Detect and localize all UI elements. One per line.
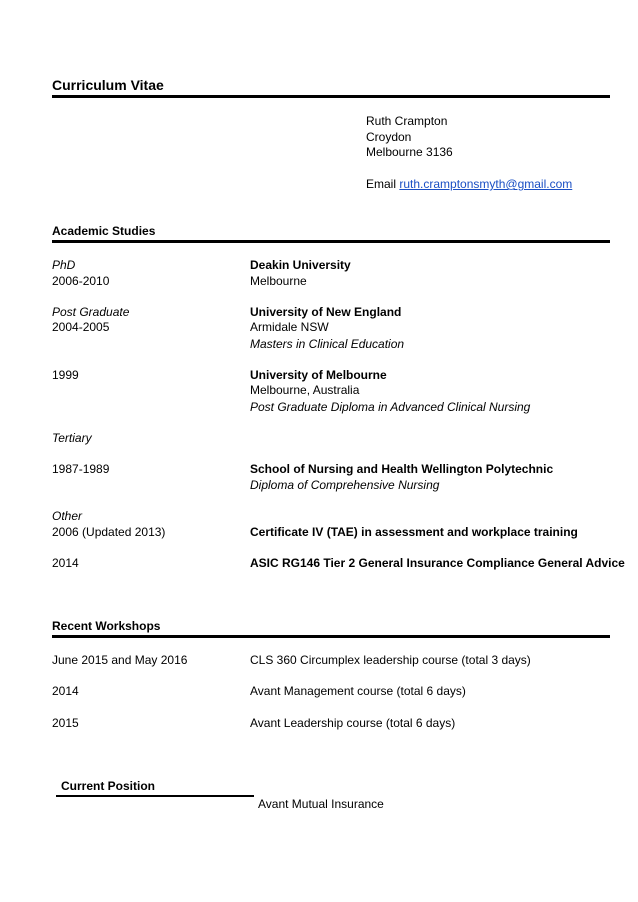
workshops-rule (52, 635, 610, 638)
academic-location: Melbourne (250, 274, 307, 288)
contact-name: Ruth Crampton (366, 114, 448, 128)
email-label: Email (366, 177, 397, 191)
academic-location: Armidale NSW (250, 320, 329, 334)
academic-entry-date: 2014 (52, 556, 79, 570)
academic-qualification: Masters in Clinical Education (250, 337, 405, 351)
academic-rule (52, 240, 610, 243)
academic-entry-left: Post Graduate (52, 305, 130, 319)
contact-city: Melbourne 3136 (366, 145, 453, 159)
academic-category: Tertiary (52, 431, 92, 445)
current-employer: Avant Mutual Insurance (258, 797, 384, 811)
academic-category: Other (52, 509, 83, 523)
current-rule (56, 795, 254, 797)
academic-entry-date: 2006-2010 (52, 274, 110, 288)
workshop-course: Avant Leadership course (total 6 days) (250, 716, 456, 730)
academic-location: Melbourne, Australia (250, 383, 360, 397)
page-title: Curriculum Vitae (52, 77, 164, 93)
academic-entry-date: 2004-2005 (52, 320, 110, 334)
academic-institution: University of New England (250, 305, 402, 319)
academic-entry-date: 1999 (52, 368, 79, 382)
title-rule (52, 95, 610, 98)
academic-institution: School of Nursing and Health Wellington Polytechnic (250, 462, 554, 476)
academic-qualification: Diploma of Comprehensive Nursing (250, 478, 440, 492)
academic-heading: Academic Studies (52, 224, 156, 238)
workshops-heading: Recent Workshops (52, 619, 161, 633)
workshop-date: June 2015 and May 2016 (52, 653, 188, 667)
academic-entry-date: 1987-1989 (52, 462, 110, 476)
current-heading: Current Position (61, 779, 156, 793)
academic-qualification: Certificate IV (TAE) in assessment and workplace training (250, 525, 578, 539)
workshop-course: Avant Management course (total 6 days) (250, 684, 466, 698)
contact-suburb: Croydon (366, 130, 412, 144)
academic-entry-date: 2006 (Updated 2013) (52, 525, 166, 539)
academic-entry-left: PhD (52, 258, 76, 272)
academic-qualification: ASIC RG146 Tier 2 General Insurance Compliance General Advice (250, 556, 625, 570)
academic-institution: University of Melbourne (250, 368, 387, 382)
workshop-course: CLS 360 Circumplex leadership course (total 3 days) (250, 653, 531, 667)
academic-qualification: Post Graduate Diploma in Advanced Clinical Nursing (250, 400, 531, 414)
email-link[interactable]: ruth.cramptonsmyth@gmail.com (399, 177, 573, 191)
workshop-date: 2014 (52, 684, 79, 698)
academic-institution: Deakin University (250, 258, 351, 272)
contact-email-row (366, 177, 572, 192)
workshop-date: 2015 (52, 716, 79, 730)
